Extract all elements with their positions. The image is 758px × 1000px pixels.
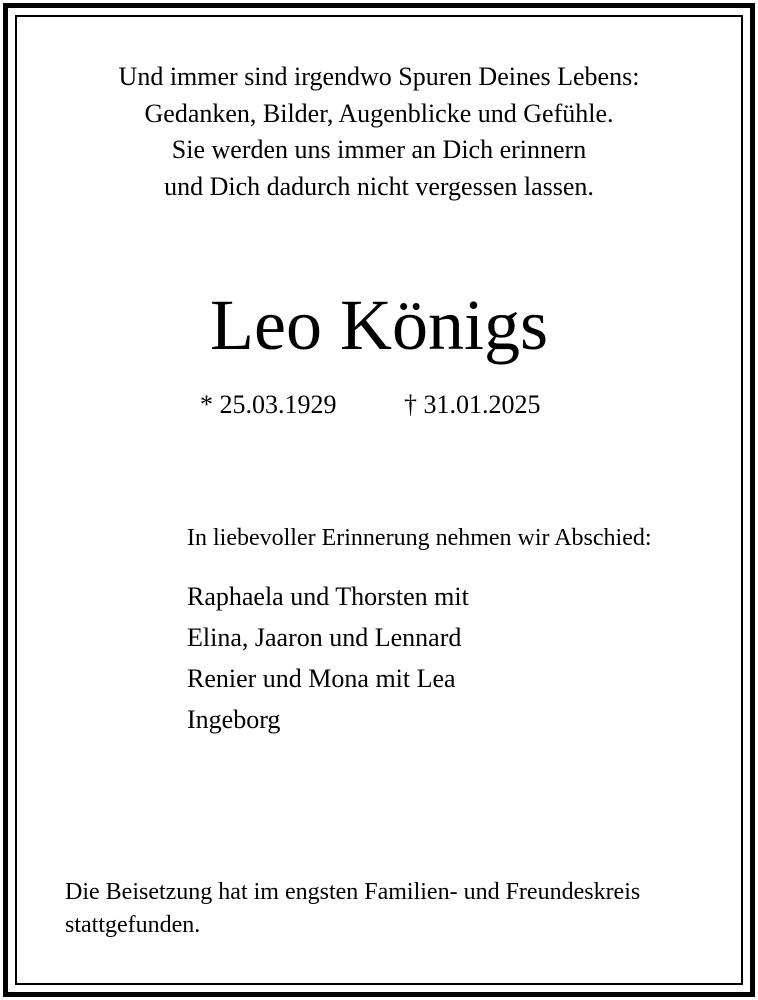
burial-notice-line: Die Beisetzung hat im engsten Familien- und Freundeskreis <box>65 879 641 905</box>
mourner-entry: Renier und Mona mit Lea <box>187 664 456 693</box>
poem-line: Sie werden uns immer an Dich erinnern <box>171 135 587 164</box>
burial-notice <box>65 876 640 942</box>
mourner-entry: Raphaela und Thorsten mit <box>187 582 469 611</box>
mourners-list <box>187 576 469 740</box>
birth-date: * 25.03.1929 <box>200 390 337 419</box>
poem-line: und Dich dadurch nicht vergessen lassen. <box>164 171 594 201</box>
poem-line: Gedanken, Bilder, Augenblicke und Gefühle. <box>144 98 614 128</box>
memorial-poem <box>0 59 758 205</box>
poem-line: Und immer sind irgendwo Spuren Deines Lebens: <box>118 62 640 91</box>
mourner-entry: Elina, Jaaron und Lennard <box>187 623 462 652</box>
mourner-entry: Ingeborg <box>187 705 281 734</box>
burial-notice-line: stattgefunden. <box>65 912 201 938</box>
deceased-name: Leo Königs <box>210 285 548 365</box>
farewell-intro: In liebevoller Erinnerung nehmen wir Abschied: <box>187 525 652 551</box>
death-date: † 31.01.2025 <box>404 390 541 419</box>
